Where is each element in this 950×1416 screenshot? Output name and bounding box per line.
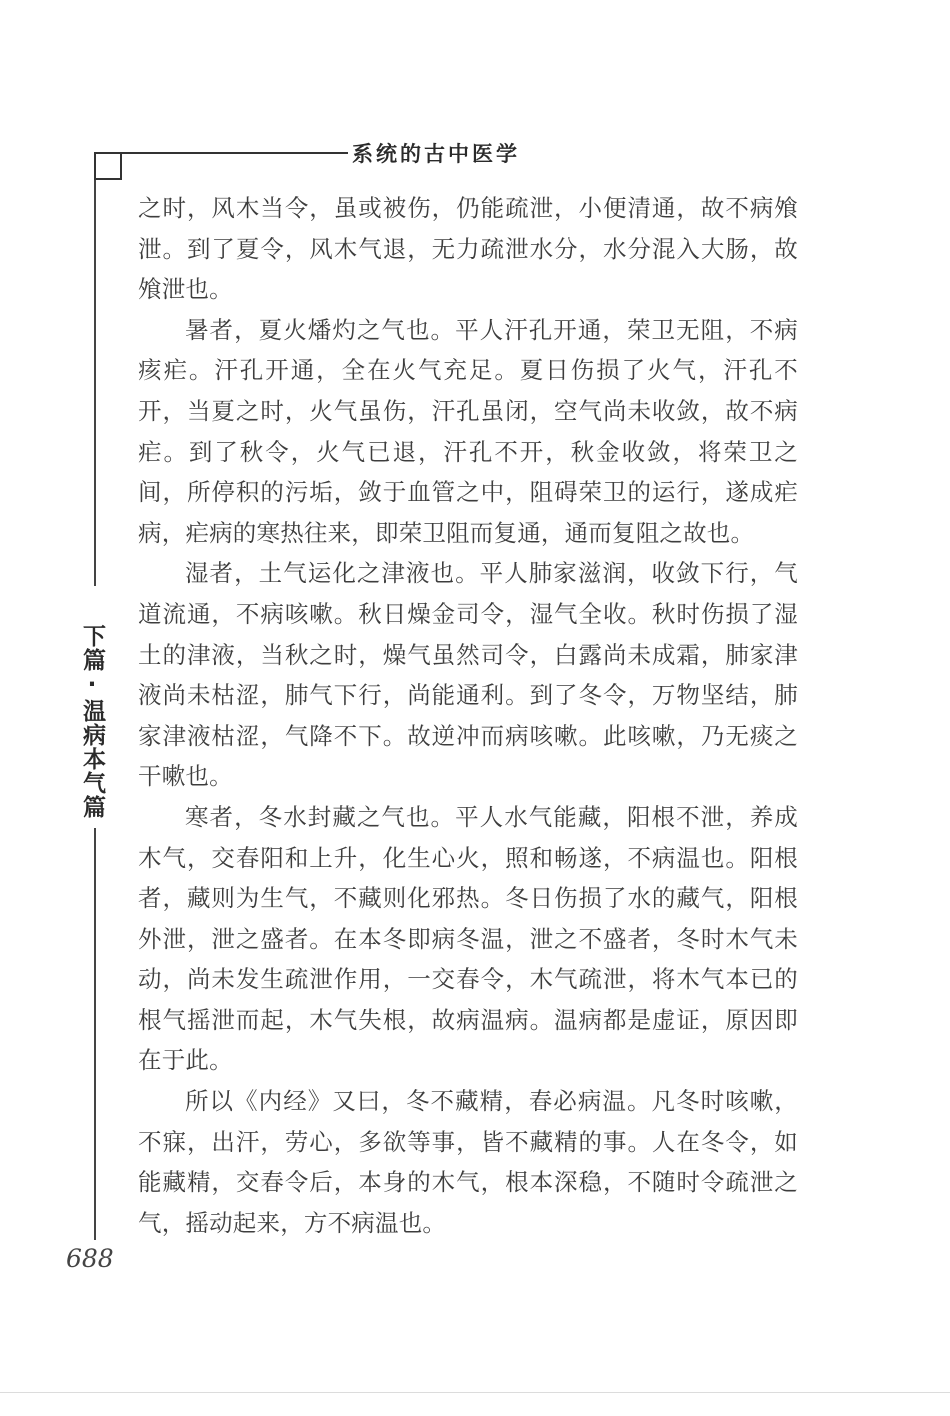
side-section-title: 下篇·温病本气篇 [79,623,105,819]
paragraph-2: 暑者，夏火燔灼之气也。平人汗孔开通，荣卫无阻，不病痎疟。汗孔开通，全在火气充足。夏日伤损了火气，汗孔不开，当夏之时，火气虽伤，汗孔虽闭，空气尚未收敛，故不病疟。到了秋令，火气已退，汗孔不开，秋金收敛，将荣卫之间，所停积的污垢，敛于血管之中，阻碍荣卫的运行，遂成疟病，疟病的寒热往来，即荣卫阻而复通，通而复阻之故也。 [138,315,798,547]
running-header-title: 系统的古中医学 [352,142,520,166]
body-text [138,188,798,1243]
margin-rule-top [94,180,96,586]
paragraph-1: 之时，风木当令，虽或被伤，仍能疏泄，小便清通，故不病飧泄。到了夏令，风木气退，无力疏泄水分，水分混入大肠，故飧泄也。 [138,194,798,304]
paragraph-4: 寒者，冬水封藏之气也。平人水气能藏，阳根不泄，养成木气，交春阳和上升，化生心火，照和畅遂，不病温也。阳根者，藏则为生气，不藏则化邪热。冬日伤损了水的藏气，阳根外泄，泄之盛者。在本冬即病冬温，泄之不盛者，冬时木气未动，尚未发生疏泄作用，一交春令，木气疏泄，将木气本已的根气摇泄而起，木气失根，故病温病。温病都是虚证，原因即在于此。 [138,802,798,1075]
paragraph-3: 湿者，土气运化之津液也。平人肺家滋润，收敛下行，气道流通，不病咳嗽。秋日燥金司令，湿气全收。秋时伤损了湿土的津液，当秋之时，燥气虽然司令，白露尚未成霜，肺家津液尚未枯涩，肺气下行，尚能通利。到了冬令，万物坚结，肺家津液枯涩，气降不下。故逆冲而病咳嗽。此咳嗽，乃无痰之干嗽也。 [138,559,798,791]
paragraph-5: 所以《内经》又曰，冬不藏精，春必病温。凡冬时咳嗽，不寐，出汗，劳心，多欲等事，皆不藏精的事。人在冬令，如能藏精，交春令后，本身的木气，根本深稳，不随时令疏泄之气，摇动起来，方不病温也。 [138,1087,798,1237]
page-bottom-edge [0,1392,950,1393]
margin-rule-bottom [94,828,96,1240]
header-rule [120,152,348,154]
header-corner-box [94,152,122,180]
page-number: 688 [66,1244,114,1273]
